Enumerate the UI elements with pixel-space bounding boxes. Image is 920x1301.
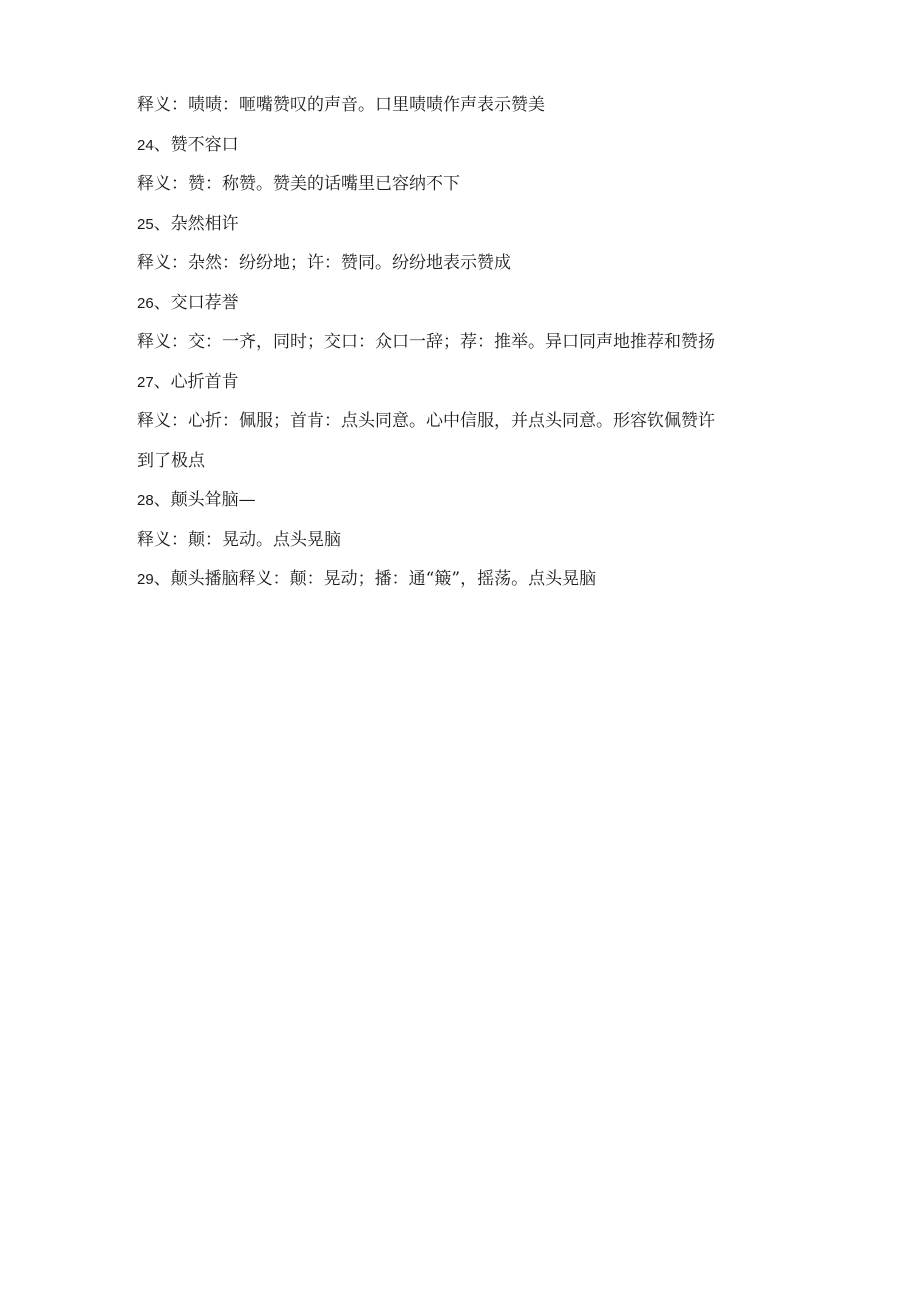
definition-line-continued: 到了极点	[137, 450, 205, 471]
entry-number: 26	[137, 294, 154, 312]
definition-line: 释义：啧啧：咂嘴赞叹的声音。口里啧啧作声表示赞美	[137, 95, 545, 115]
entry-title: 、颠头耸脑—	[153, 490, 256, 510]
entry-title: 、赞不容口	[153, 134, 239, 155]
entry-number: 27	[137, 373, 154, 391]
entry-heading	[137, 481, 777, 521]
entry-number: 25	[137, 215, 154, 233]
definition-line: 释义：心折：佩服；首肯：点头同意。心中信服，并点头同意。形容钦佩赞许	[137, 411, 715, 431]
entry-heading	[137, 363, 777, 403]
entry-title: 、杂然相许	[153, 213, 239, 234]
entry-heading	[137, 126, 777, 166]
entry-number: 29	[137, 571, 154, 588]
definition-line: 释义：杂然：纷纷地；许：赞同。纷纷地表示赞成	[137, 253, 511, 273]
definition-line: 释义：交：一齐，同时；交口：众口一辞；荐：推举。异口同声地推荐和赞扬	[137, 332, 715, 352]
document-page	[137, 86, 777, 600]
definition-line: 释义：赞：称赞。赞美的话嘴里已容纳不下	[137, 174, 460, 194]
entry-title: 、交口荐誉	[153, 292, 239, 313]
entry-heading	[137, 205, 777, 245]
entry-number: 24	[137, 136, 154, 154]
definition-line: 释义：颠：晃动。点头晃脑	[137, 529, 341, 550]
entry-heading	[137, 560, 777, 600]
entry-title: 、心折首肯	[153, 371, 239, 392]
entry-heading	[137, 284, 777, 324]
entry-title: 、颠头播脑释义：颠：晃动；播：通“簸”，摇荡。点头晃脑	[153, 569, 597, 589]
entry-number: 28	[137, 492, 154, 509]
